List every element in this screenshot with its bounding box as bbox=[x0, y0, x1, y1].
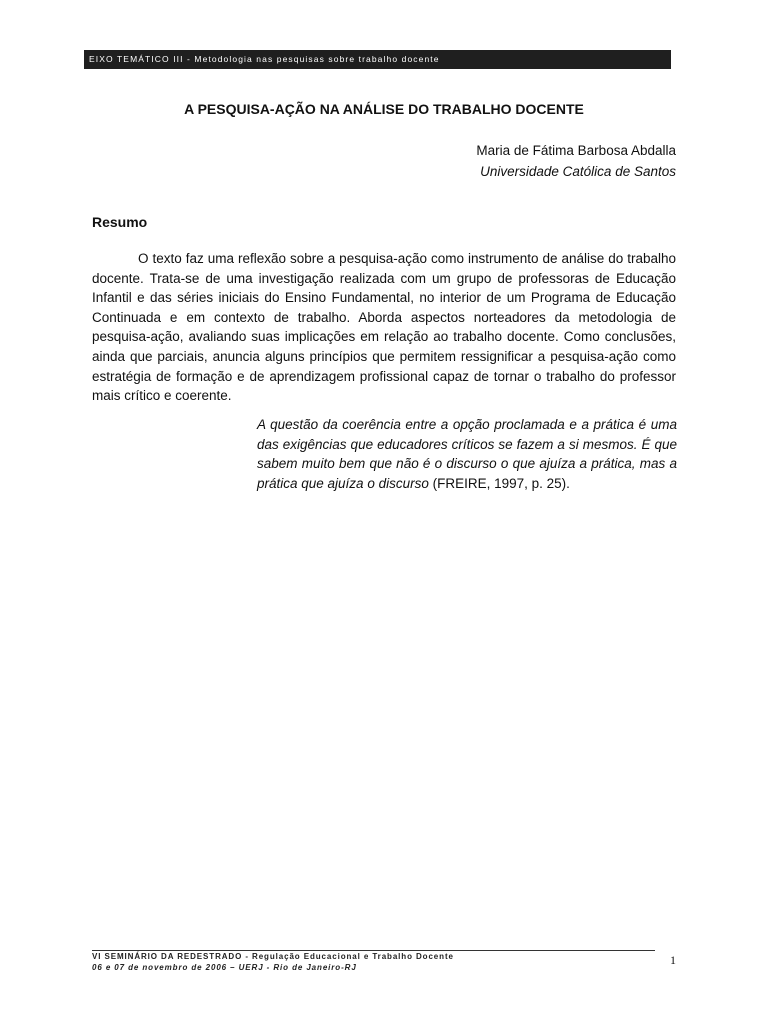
running-header-text: EIXO TEMÁTICO III - Metodologia nas pesquisas sobre trabalho docente bbox=[89, 54, 440, 64]
page-number: 1 bbox=[670, 953, 676, 967]
author-block bbox=[476, 140, 676, 182]
abstract-paragraph: O texto faz uma reflexão sobre a pesquisa-ação como instrumento de análise do trabalho docente. Trata-se de uma investigação realizada com um grupo de professoras de Educação Infantil e das séries iniciais do Ensino Fundamental, no interior de um Programa de Educação Continuada e em contexto de trabalho. Aborda aspectos norteadores da metodologia de pesquisa-ação, avaliando suas implicações em relação ao trabalho docente. Como conclusões, ainda que parciais, anuncia alguns princípios que permitem ressignificar a pesquisa-ação como estratégia de formação e de aprendizagem profissional capaz de tornar o trabalho do professor mais crítico e coerente. bbox=[92, 251, 676, 404]
abstract-heading: Resumo bbox=[92, 214, 148, 230]
article-title: A PESQUISA-AÇÃO NA ANÁLISE DO TRABALHO DOCENTE bbox=[184, 101, 584, 117]
epigraph-text: A questão da coerência entre a opção proclamada e a prática é uma das exigências que educadores críticos se fazem a si mesmos. É que sabem muito bem que não é o discurso o que ajuíza a prática, mas a prática que ajuíza o discurso bbox=[257, 417, 677, 491]
author-institution: Universidade Católica de Santos bbox=[480, 164, 676, 179]
epigraph-quote bbox=[257, 415, 677, 493]
epigraph-citation: (FREIRE, 1997, p. 25). bbox=[428, 475, 570, 491]
author-name: Maria de Fátima Barbosa Abdalla bbox=[476, 143, 676, 158]
footer-event-line: VI SEMINÁRIO DA REDESTRADO - Regulação Educacional e Trabalho Docente bbox=[92, 952, 454, 961]
footer-date-line: 06 e 07 de novembro de 2006 – UERJ - Rio de Janeiro-RJ bbox=[92, 963, 357, 972]
running-header bbox=[84, 50, 671, 69]
footer-divider bbox=[92, 950, 655, 951]
